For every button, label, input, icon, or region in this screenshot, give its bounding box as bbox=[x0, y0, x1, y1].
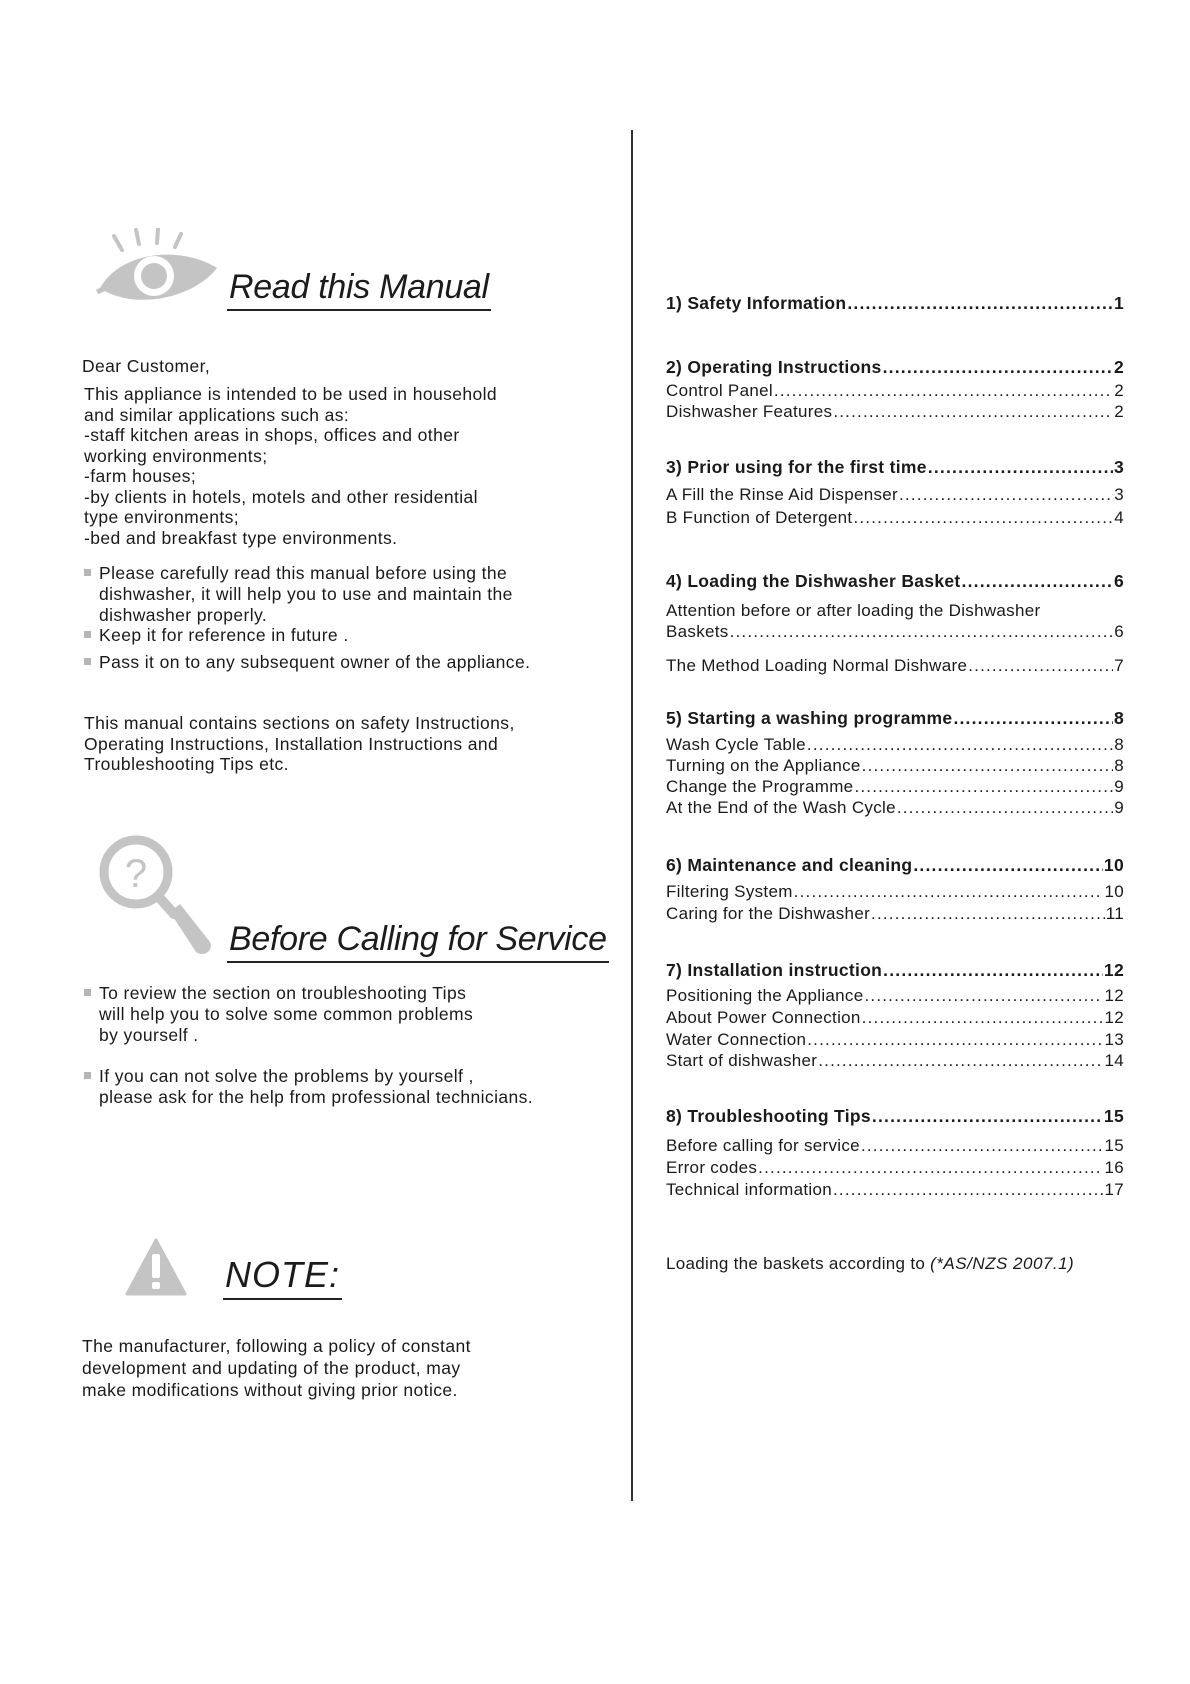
bullet-ask-technicians bbox=[99, 1066, 533, 1108]
toc-title: Filtering System bbox=[666, 882, 793, 901]
toc-leader bbox=[862, 756, 1114, 776]
toc-leader bbox=[853, 508, 1113, 528]
toc-leader bbox=[953, 708, 1113, 728]
toc-page: 2 bbox=[1114, 381, 1124, 400]
intro-line: -by clients in hotels, motels and other residential bbox=[84, 486, 478, 507]
toc-page: 17 bbox=[1104, 1180, 1124, 1199]
toc-title: Water Connection bbox=[666, 1030, 807, 1049]
toc-item[interactable] bbox=[666, 1051, 1124, 1071]
service-heading: Before Calling for Service bbox=[227, 920, 609, 963]
toc-section-installation[interactable] bbox=[666, 960, 1124, 980]
toc-item[interactable] bbox=[666, 485, 1124, 505]
toc-page: 10 bbox=[1103, 855, 1124, 875]
toc-title: 5) Starting a washing programme bbox=[666, 708, 953, 728]
toc-leader bbox=[899, 485, 1113, 505]
bullet-line: Keep it for reference in future . bbox=[99, 625, 349, 645]
toc-item[interactable] bbox=[666, 622, 1124, 642]
reference-text: Loading the baskets according to bbox=[666, 1254, 931, 1273]
toc-item[interactable] bbox=[666, 381, 1124, 401]
intro-line: -staff kitchen areas in shops, offices and other bbox=[84, 425, 460, 445]
toc-leader bbox=[872, 1106, 1103, 1126]
bullet-line: If you can not solve the problems by yourself , bbox=[99, 1066, 474, 1086]
toc-title: Start of dishwasher bbox=[666, 1051, 818, 1070]
toc-title: 6) Maintenance and cleaning bbox=[666, 855, 913, 875]
toc-leader bbox=[794, 882, 1104, 902]
toc-page: 1 bbox=[1113, 293, 1124, 313]
toc-section-loading[interactable] bbox=[666, 571, 1124, 591]
toc-page: 12 bbox=[1103, 960, 1124, 980]
bullet-line: dishwasher properly. bbox=[99, 605, 268, 625]
toc-item[interactable] bbox=[666, 656, 1124, 676]
toc-title: A Fill the Rinse Aid Dispenser bbox=[666, 485, 898, 504]
toc-section-operating[interactable] bbox=[666, 357, 1124, 377]
toc-page: 15 bbox=[1103, 1106, 1124, 1126]
toc-item[interactable] bbox=[666, 1180, 1124, 1200]
toc-item[interactable] bbox=[666, 798, 1124, 818]
toc-leader bbox=[864, 986, 1103, 1006]
toc-page: 6 bbox=[1114, 622, 1124, 641]
toc-page: 8 bbox=[1114, 735, 1124, 754]
toc-leader bbox=[818, 1051, 1103, 1071]
greeting: Dear Customer, bbox=[82, 356, 211, 376]
toc-page: 8 bbox=[1114, 756, 1124, 775]
toc-leader bbox=[861, 1136, 1104, 1156]
toc-page: 7 bbox=[1114, 656, 1124, 675]
toc-page: 2 bbox=[1114, 402, 1124, 421]
toc-leader bbox=[897, 798, 1113, 818]
reference-standard-note bbox=[666, 1254, 1074, 1274]
toc-page: 14 bbox=[1104, 1051, 1124, 1070]
summary-line: This manual contains sections on safety Instructions, bbox=[84, 713, 515, 733]
svg-text:?: ? bbox=[124, 852, 148, 896]
summary-paragraph bbox=[84, 713, 515, 775]
toc-page: 12 bbox=[1104, 986, 1124, 1005]
toc-leader bbox=[833, 1180, 1103, 1200]
toc-leader bbox=[871, 904, 1105, 924]
toc-leader bbox=[774, 381, 1113, 401]
toc-page: 16 bbox=[1104, 1158, 1124, 1177]
toc-item[interactable] bbox=[666, 986, 1124, 1006]
bullet-square-icon bbox=[84, 1072, 91, 1079]
toc-title: Before calling for service bbox=[666, 1136, 860, 1155]
toc-leader bbox=[862, 1008, 1104, 1028]
toc-section-safety[interactable] bbox=[666, 293, 1124, 313]
toc-item[interactable] bbox=[666, 1008, 1124, 1028]
toc-page: 8 bbox=[1113, 708, 1124, 728]
bullet-review-troubleshooting bbox=[99, 983, 473, 1046]
bullet-line: by yourself . bbox=[99, 1025, 199, 1045]
toc-leader bbox=[883, 960, 1103, 980]
toc-leader bbox=[833, 402, 1113, 422]
toc-item[interactable] bbox=[666, 1158, 1124, 1178]
intro-line: This appliance is intended to be used in household bbox=[84, 384, 498, 404]
intro-line: -bed and breakfast type environments. bbox=[84, 527, 398, 548]
toc-title: Technical information bbox=[666, 1180, 832, 1199]
toc-title: 2) Operating Instructions bbox=[666, 357, 882, 377]
bullet-line: please ask for the help from professional technicians. bbox=[99, 1087, 534, 1107]
bullet-square-icon bbox=[84, 658, 91, 665]
toc-title: 3) Prior using for the first time bbox=[666, 457, 927, 477]
bullet-line: Please carefully read this manual before using the bbox=[99, 563, 508, 583]
toc-item[interactable] bbox=[666, 508, 1124, 528]
toc-title: Change the Programme bbox=[666, 777, 854, 796]
toc-title: Caring for the Dishwasher bbox=[666, 904, 871, 923]
reference-standard: (*AS/NZS 2007.1) bbox=[930, 1254, 1075, 1273]
toc-title: Dishwasher Features bbox=[666, 402, 833, 421]
toc-section-maintenance[interactable] bbox=[666, 855, 1124, 875]
bullet-line: dishwasher, it will help you to use and maintain the bbox=[99, 584, 513, 604]
toc-leader bbox=[913, 855, 1103, 875]
toc-page: 9 bbox=[1114, 777, 1124, 796]
intro-paragraph bbox=[84, 384, 497, 548]
toc-title: About Power Connection bbox=[666, 1008, 861, 1027]
intro-line: and similar applications such as: bbox=[84, 404, 350, 425]
toc-leader bbox=[730, 622, 1114, 642]
toc-item[interactable] bbox=[666, 402, 1124, 422]
toc-item-text[interactable]: Attention before or after loading the Dishwasher bbox=[666, 601, 1041, 620]
toc-page: 6 bbox=[1113, 571, 1124, 591]
toc-title: At the End of the Wash Cycle bbox=[666, 798, 896, 817]
toc-title: Control Panel bbox=[666, 381, 773, 400]
toc-title: Wash Cycle Table bbox=[666, 735, 806, 754]
toc-leader bbox=[758, 1158, 1103, 1178]
toc-title: B Function of Detergent bbox=[666, 508, 853, 527]
toc-title: Turning on the Appliance bbox=[666, 756, 861, 775]
toc-page: 3 bbox=[1114, 485, 1124, 504]
read-manual-heading: Read this Manual bbox=[227, 268, 491, 311]
note-heading: NOTE: bbox=[223, 1254, 342, 1300]
toc-section-troubleshooting[interactable] bbox=[666, 1106, 1124, 1126]
bullet-keep-reference bbox=[99, 625, 349, 646]
intro-line: -farm houses; bbox=[84, 466, 197, 486]
bullet-read-carefully bbox=[99, 563, 513, 626]
toc-title: Baskets bbox=[666, 622, 729, 641]
toc-page: 15 bbox=[1104, 1136, 1124, 1155]
toc-title: 8) Troubleshooting Tips bbox=[666, 1106, 871, 1126]
bullet-line: To review the section on troubleshooting Tips bbox=[99, 983, 467, 1003]
toc-page: 4 bbox=[1114, 508, 1124, 527]
bullet-line: Pass it on to any subsequent owner of the appliance. bbox=[99, 652, 531, 672]
toc-title: The Method Loading Normal Dishware bbox=[666, 656, 968, 675]
toc-page: 13 bbox=[1104, 1030, 1124, 1049]
note-line: The manufacturer, following a policy of constant bbox=[82, 1336, 471, 1356]
toc-leader bbox=[968, 656, 1113, 676]
summary-line: Troubleshooting Tips etc. bbox=[84, 754, 289, 774]
column-divider bbox=[631, 130, 633, 1501]
intro-line: type environments; bbox=[84, 507, 240, 527]
intro-line: working environments; bbox=[84, 445, 268, 466]
warning-triangle-icon bbox=[125, 1238, 187, 1296]
eye-icon bbox=[92, 228, 227, 310]
toc-item[interactable] bbox=[666, 904, 1124, 924]
toc-item[interactable] bbox=[666, 1136, 1124, 1156]
note-line: development and updating of the product, may bbox=[82, 1358, 461, 1378]
toc-section-starting[interactable] bbox=[666, 708, 1124, 728]
toc-title: 4) Loading the Dishwasher Basket bbox=[666, 571, 961, 591]
toc-page: 10 bbox=[1104, 882, 1124, 901]
note-paragraph bbox=[82, 1335, 471, 1401]
bullet-pass-on bbox=[99, 652, 530, 673]
bullet-square-icon bbox=[84, 989, 91, 996]
bullet-line: will help you to solve some common problems bbox=[99, 1004, 474, 1024]
toc-leader bbox=[883, 357, 1113, 377]
toc-title: 7) Installation instruction bbox=[666, 960, 883, 980]
toc-title: Error codes bbox=[666, 1158, 758, 1177]
note-line: make modifications without giving prior notice. bbox=[82, 1380, 458, 1400]
toc-item[interactable] bbox=[666, 882, 1124, 902]
bullet-square-icon bbox=[84, 569, 91, 576]
toc-leader bbox=[847, 293, 1113, 313]
magnifier-question-icon bbox=[96, 832, 216, 962]
bullet-square-icon bbox=[84, 631, 91, 638]
toc-page: 2 bbox=[1113, 357, 1124, 377]
toc-leader bbox=[807, 735, 1113, 755]
summary-line: Operating Instructions, Installation Instructions and bbox=[84, 733, 499, 754]
toc-leader bbox=[962, 571, 1113, 591]
toc-section-first-time[interactable] bbox=[666, 457, 1124, 477]
toc-title: 1) Safety Information bbox=[666, 293, 847, 313]
toc-leader bbox=[854, 777, 1113, 797]
toc-leader bbox=[807, 1030, 1103, 1050]
toc-leader bbox=[928, 457, 1113, 477]
toc-item[interactable] bbox=[666, 735, 1124, 755]
toc-page: 11 bbox=[1105, 904, 1124, 923]
toc-page: 3 bbox=[1113, 457, 1124, 477]
toc-item[interactable] bbox=[666, 756, 1124, 776]
toc-page: 9 bbox=[1114, 798, 1124, 817]
toc-item[interactable] bbox=[666, 1030, 1124, 1050]
toc-item[interactable] bbox=[666, 777, 1124, 797]
toc-title: Positioning the Appliance bbox=[666, 986, 864, 1005]
toc-page: 12 bbox=[1104, 1008, 1124, 1027]
